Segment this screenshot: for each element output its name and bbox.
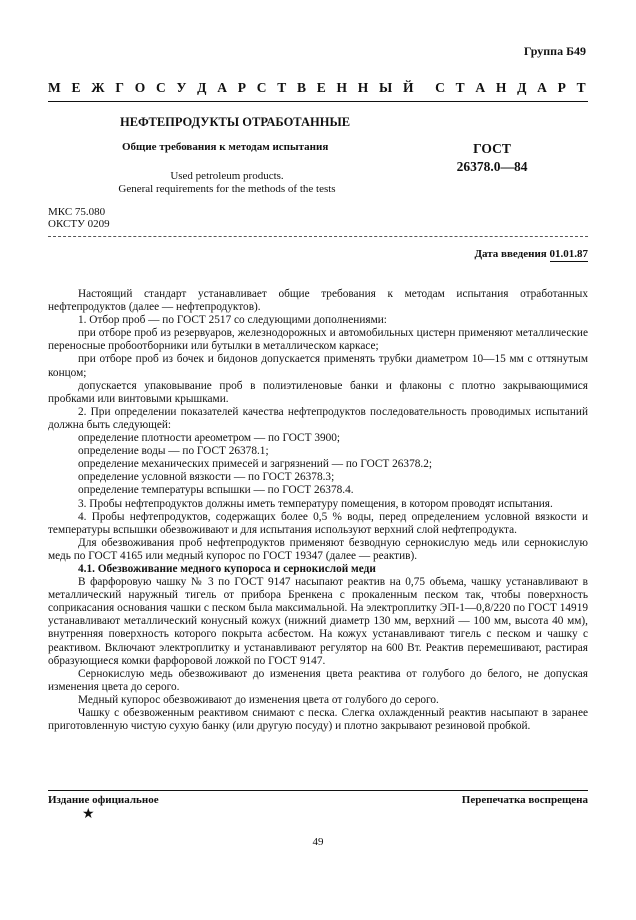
effective-date-value: 01.01.87	[549, 248, 588, 260]
paragraph: при отборе проб из бочек и бидонов допускается применять трубки диаметром 10—15 мм с оттянутым концом;	[48, 353, 588, 379]
english-title-line: Used petroleum products.	[170, 170, 284, 182]
english-title	[100, 170, 354, 196]
paragraph: В фарфоровую чашку № 3 по ГОСТ 9147 насыпают реактив на 0,75 объема, чашку устанавливают в металлический наружный тигель от прибора Бренкена с прокаленным песком так, чтобы поверхность соприкасания основания чашки с песком была максимальной. На электроплитку ЭП-1—0,8/220 по ГОСТ 14919 устанавливают металлический конусный кожух (нижний диаметр 130 мм, верхний — 100 мм, высота 40 мм), внутренняя поверхность которого покрыта асбестом. На кожух устанавливают тигель с песком и чашку с реактивом. Включают электроплитку и устанавливают регулятор на 600 Вт. Реактив перемешивают, растирая образующиеся комки фарфоровой ложкой по ГОСТ 9147.	[48, 576, 588, 667]
banner-letter: Р	[557, 80, 566, 95]
paragraph: определение воды — по ГОСТ 26378.1;	[78, 445, 269, 458]
banner-letter: Т	[576, 80, 586, 95]
banner-letter: Т	[277, 80, 287, 95]
section-heading: 4.1. Обезвоживание медного купороса и сернокислой меди	[78, 562, 376, 575]
gost-number: 26378.0—84	[456, 159, 528, 174]
paragraph: при отборе проб из резервуаров, железнодорожных и автомобильных цистерн применяют металлические переносные пробоотборники или бутылки в металлическом каркасе;	[48, 327, 588, 353]
banner-letter: Д	[197, 80, 207, 95]
paragraph: Настоящий стандарт устанавливает общие требования к методам испытания отработанных нефтепродуктов (далее — нефтепродуктов).	[48, 288, 588, 314]
interstate-standard-banner	[48, 80, 586, 96]
banner-letter: Д	[517, 80, 527, 95]
gost-designation	[452, 140, 532, 176]
banner-letter: А	[537, 80, 547, 95]
banner-letter: Ж	[91, 80, 105, 95]
paragraph: Сернокислую медь обезвоживают до изменения цвета реактива от голубого до белого, не допуская изменения цвета до серого.	[48, 667, 588, 693]
effective-date-line	[474, 248, 588, 260]
banner-letter: Н	[495, 80, 507, 95]
banner-letter: А	[217, 80, 227, 95]
official-edition-label: Издание официальное	[48, 794, 159, 806]
banner-letter: Е	[316, 80, 326, 95]
document-subtitle: Общие требования к методам испытания	[122, 141, 329, 153]
english-title-line: General requirements for the methods of the tests	[118, 183, 336, 195]
document-body	[48, 288, 588, 733]
document-title: НЕФТЕПРОДУКТЫ ОТРАБОТАННЫЕ	[120, 115, 351, 129]
paragraph: определение условной вязкости — по ГОСТ 26378.3;	[78, 471, 335, 484]
banner-letter: Т	[455, 80, 465, 95]
paragraph: 1. Отбор проб — по ГОСТ 2517 со следующими дополнениями:	[78, 314, 387, 327]
page-number: 49	[312, 836, 324, 848]
banner-letter: С	[435, 80, 445, 95]
paragraph: допускается упаковывание проб в полиэтиленовые банки и флаконы с плотно закрывающимися пробками или винтовыми крышками.	[48, 379, 588, 405]
banner-letter: Й	[403, 80, 414, 95]
banner-letter: Н	[357, 80, 369, 95]
banner-letter: С	[155, 80, 166, 95]
middle-divider	[48, 236, 588, 237]
paragraph: определение температуры вспышки — по ГОСТ 26378.4.	[78, 484, 354, 497]
star-icon: ★	[82, 807, 95, 822]
mks-code: МКС 75.080	[48, 206, 106, 218]
banner-letter: Ы	[379, 80, 393, 95]
banner-letter: Г	[115, 80, 124, 95]
banner-letter: А	[475, 80, 486, 95]
paragraph: определение механических примесей и загрязнений — по ГОСТ 26378.2;	[78, 458, 432, 471]
banner-letter: Е	[71, 80, 81, 95]
banner-letter: В	[296, 80, 306, 95]
banner-letter: О	[134, 80, 146, 95]
effective-date-label: Дата введения	[474, 248, 550, 260]
classifier-codes	[48, 206, 110, 230]
reprint-prohibited-label: Перепечатка воспрещена	[461, 794, 588, 806]
banner-letter: С	[256, 80, 267, 95]
banner-letter: Н	[336, 80, 348, 95]
banner-letter: М	[48, 80, 61, 95]
paragraph: Для обезвоживания проб нефтепродуктов применяют безводную сернокислую медь или сернокислую медь по ГОСТ 4165 или медный купорос по ГОСТ 19347 (далее — реактив).	[48, 536, 588, 562]
bottom-divider	[48, 790, 588, 791]
banner-letter: У	[176, 80, 187, 95]
banner-letter: Р	[237, 80, 246, 95]
paragraph: Медный купорос обезвоживают до изменения цвета от голубого до серого.	[78, 693, 439, 706]
group-label: Группа Б49	[523, 44, 586, 58]
paragraph: Чашку с обезвоженным реактивом снимают с песка. Слегка охлажденный реактив насыпают в заранее приготовленную чистую сухую банку (или другую посуду) и плотно закрывают резиновой пробкой.	[48, 707, 588, 733]
gost-label: ГОСТ	[473, 141, 511, 156]
top-divider	[48, 101, 588, 102]
paragraph: 2. При определении показателей качества нефтепродуктов последовательность проводимых испытаний должна быть следующей:	[48, 405, 588, 431]
okstu-code: ОКСТУ 0209	[48, 218, 110, 230]
paragraph: 4. Пробы нефтепродуктов, содержащих более 0,5 % воды, перед определением условной вязкости и температуры вспышки обезвоживают и для испытания используют верхний слой нефтепродукта.	[48, 510, 588, 536]
paragraph: 3. Пробы нефтепродуктов должны иметь температуру помещения, в котором проводят испытания.	[78, 497, 553, 510]
paragraph: определение плотности ареометром — по ГОСТ 3900;	[78, 432, 341, 445]
